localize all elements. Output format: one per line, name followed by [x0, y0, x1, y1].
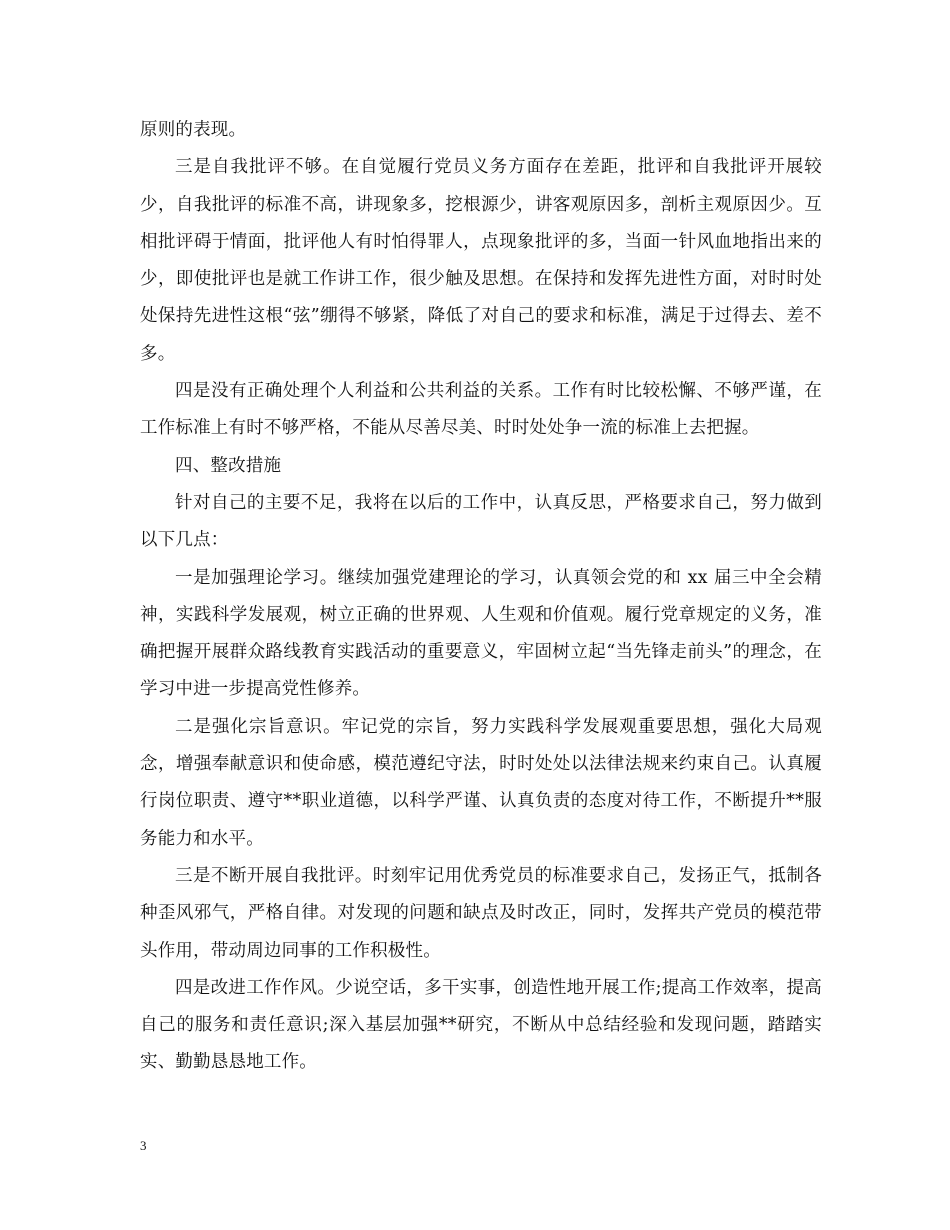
paragraph-self-criticism: 三是自我批评不够。在自觉履行党员义务方面存在差距，批评和自我批评开展较少，自我批评的标准不高，讲现象多，挖根源少，讲客观原因多，剖析主观原因少。互相批评碍于情面，批评他人有时怕得罪人，点现象批评的多，当面一针风血地指出来的少，即使批评也是就工作讲工作，很少触及思想。在保持和发挥先进性方面，对时时处处保持先进性这根“弦”绷得不够紧，降低了对自己的要求和标准，满足于过得去、差不多。: [140, 157, 822, 364]
paragraph-self-criticism-practice: 三是不断开展自我批评。时刻牢记用优秀党员的标准要求自己，发扬正气，抵制各种歪风邪气，严格自律。对发现的问题和缺点及时改正，同时，发挥共产党员的模范带头作用，带动周边同事的工作积极性。: [140, 865, 822, 961]
paragraph-interest-balance: 四是没有正确处理个人利益和公共利益的关系。工作有时比较松懈、不够严谨，在工作标准上有时不够严格，不能从尽善尽美、时时处处争一流的标准上去把握。: [140, 381, 822, 439]
paragraph-purpose-awareness: 二是强化宗旨意识。牢记党的宗旨，努力实践科学发展观重要思想，强化大局观念，增强奉献意识和使命感，模范遵纪守法，时时处处以法律法规来约束自己。认真履行岗位职责、遵守**职业道德，以科学严谨、认真负责的态度对待工作，不断提升**服务能力和水平。: [140, 716, 822, 849]
section-heading-rectification: 四、整改措施: [175, 455, 282, 476]
document-body: [140, 112, 822, 1082]
paragraph-intro-measures: 针对自己的主要不足，我将在以后的工作中，认真反思，严格要求自己，努力做到以下几点：: [140, 492, 822, 551]
paragraph-continuation: 原则的表现。: [140, 120, 247, 140]
page-number: 3: [140, 1138, 147, 1153]
paragraph-theory-study: 一是加强理论学习。继续加强党建理论的学习，认真领会党的和 xx 届三中全会精神，实践科学发展观，树立正确的世界观、人生观和价值观。履行党章规定的义务，准确把握开展群众路线教育实践活动的重要意义，牢固树立起“当先锋走前头”的理念，在学习中进一步提高党性修养。: [140, 567, 822, 700]
paragraph-work-style: 四是改进工作作风。少说空话，多干实事，创造性地开展工作;提高工作效率，提高自己的服务和责任意识;深入基层加强**研究，不断从中总结经验和发现问题，踏踏实实、勤勤恳恳地工作。: [140, 977, 822, 1073]
